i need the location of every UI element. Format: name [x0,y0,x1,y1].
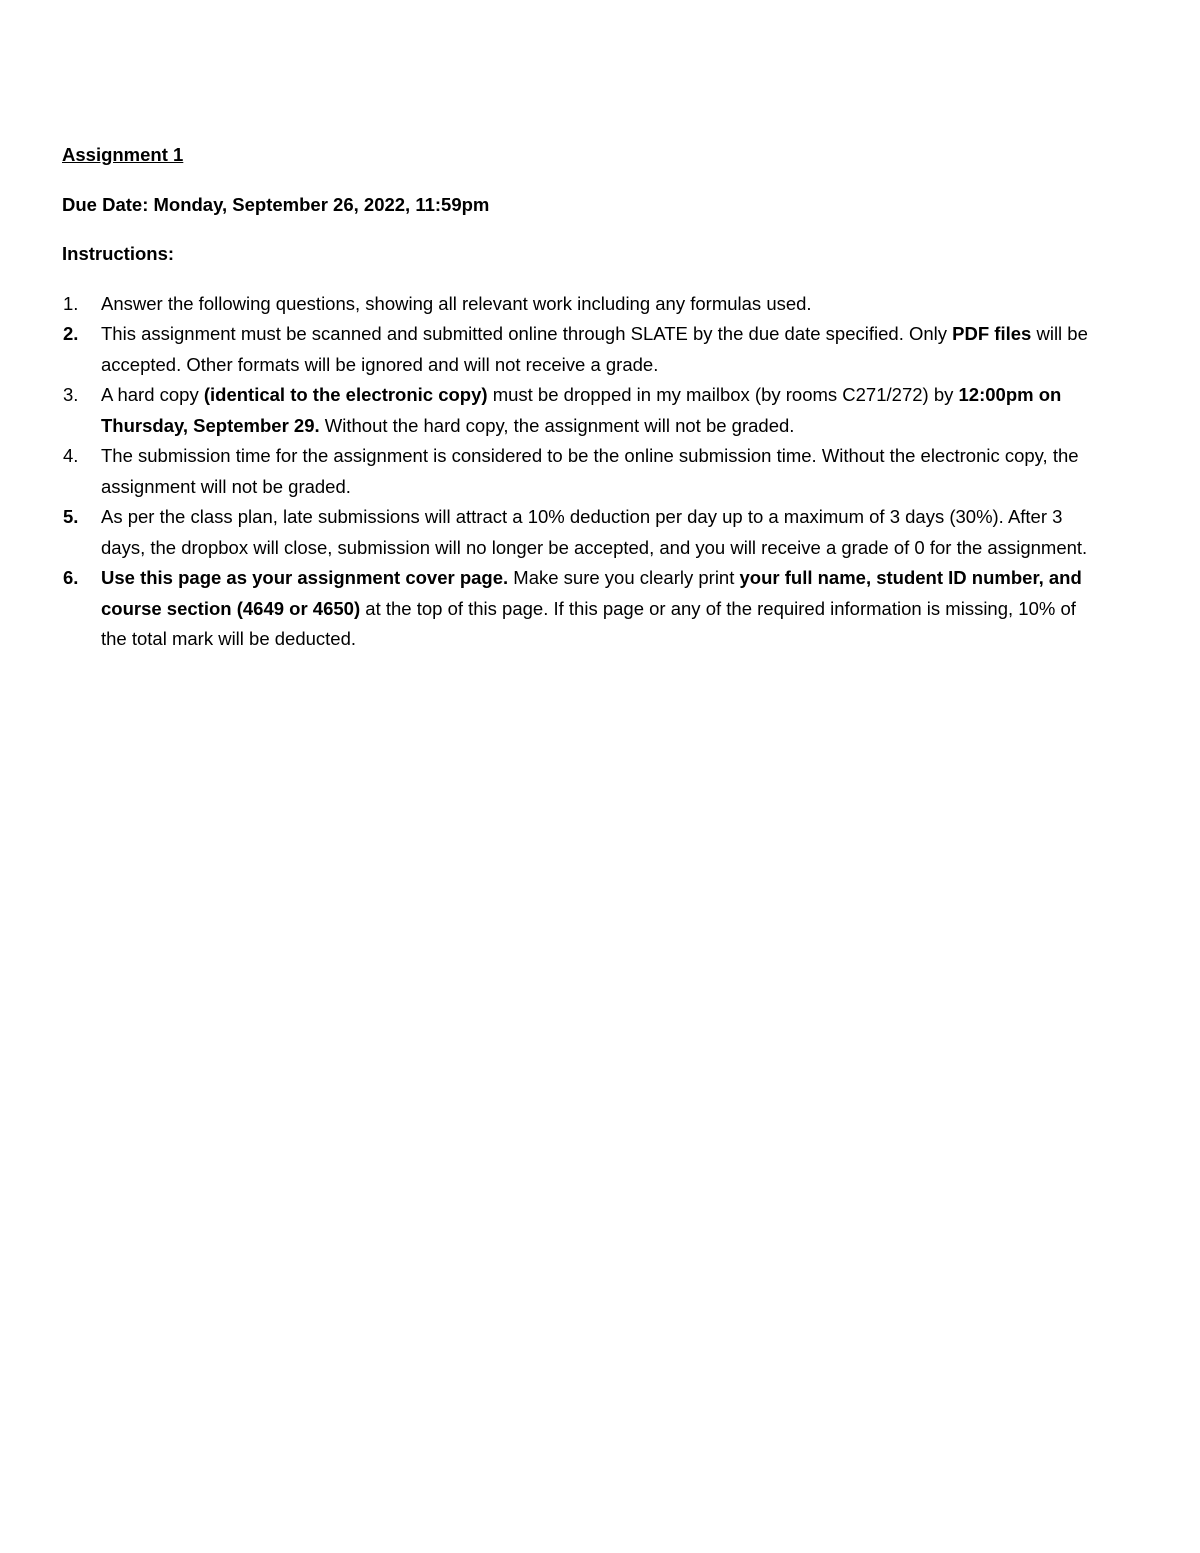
instruction-text-segment: Make sure you clearly print [508,567,740,588]
instruction-number: 5. [63,506,79,527]
instruction-text-bold: PDF files [952,323,1032,344]
instruction-text-bold: (identical to the electronic copy) [203,384,488,405]
instruction-number: 1. [63,292,79,314]
instruction-text [101,445,1079,497]
instruction-item [62,289,1092,320]
instruction-number: 4. [63,445,79,466]
instruction-text-segment: As per the class plan, late submissions will attract a 10% deduction per day up to a maximum of 3 days (30%). After 3 days, the dropbox will close, submission will no longer be accepted, and you will receive a grade of 0 for the assignment. [101,506,1088,558]
assignment-title: Assignment 1 [62,144,184,165]
instruction-text [101,293,812,314]
instruction-text-segment: must be dropped in my mailbox (by rooms C271/272) by [487,384,959,405]
instruction-text [101,506,1087,558]
instruction-text [101,567,1082,649]
instruction-item [62,563,1092,655]
instruction-number: 3. [63,384,79,405]
instruction-text-segment: The submission time for the assignment is considered to be the online submission time. Without the electronic copy, the assignment will not be graded. [101,445,1079,497]
instruction-text-segment: This assignment must be scanned and submitted online through SLATE by the due date specified. Only [101,323,953,344]
instruction-number: 2. [63,323,79,344]
instruction-text-segment: Without the hard copy, the assignment will not be graded. [319,414,795,436]
instruction-item [62,502,1092,563]
instruction-text [101,323,1088,375]
instruction-text-bold: your full name, student ID number, and course section (4649 or 4650) [101,567,1082,619]
instruction-text [101,384,1061,436]
instruction-text-segment: will be accepted. Other formats will be ignored and will not receive a grade. [101,323,1088,375]
instructions-list [62,289,1092,655]
instruction-text-segment: A hard copy [101,384,204,405]
instruction-number: 6. [63,567,79,588]
instruction-text-bold: 12:00pm on Thursday, September 29. [101,384,1062,436]
document-body [62,140,1092,655]
instruction-text-segment: at the top of this page. If this page or any of the required information is missing, 10% of the total mark will be deducted. [101,597,1076,649]
instruction-item [62,380,1092,441]
instructions-heading: Instructions: [62,243,175,264]
instruction-text-segment: Answer the following questions, showing all relevant work including any formulas used. [101,292,812,314]
instruction-text-bold: Use this page as your assignment cover page. [101,567,509,588]
due-date: Due Date: Monday, September 26, 2022, 11:59pm [62,193,490,215]
instruction-item [62,319,1092,380]
instruction-item [62,441,1092,502]
